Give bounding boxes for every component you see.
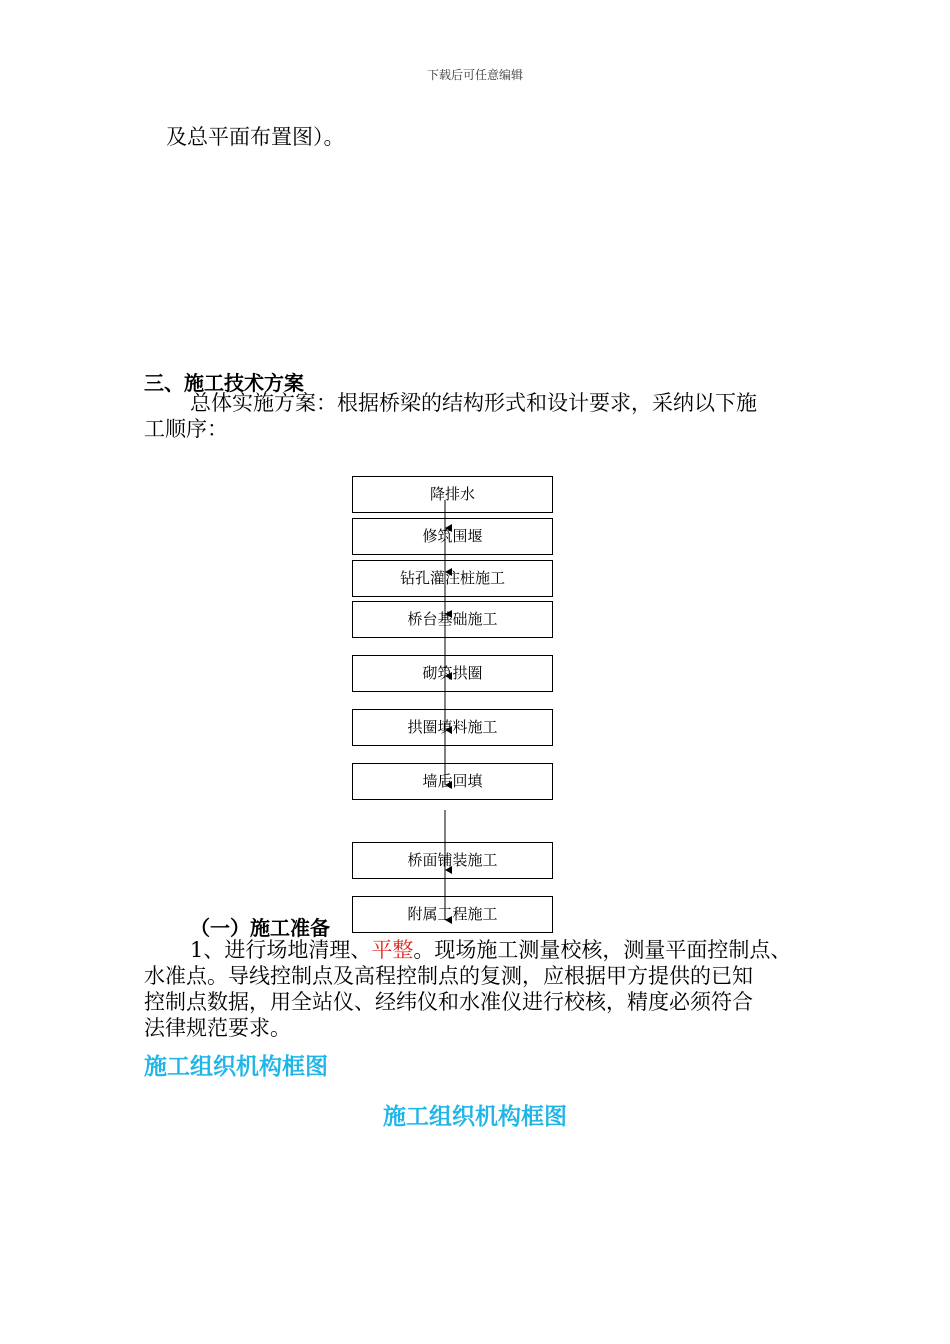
prep-paragraph-line-1 <box>190 937 791 963</box>
flow-step-8 <box>352 842 553 879</box>
flow-step-label: 修筑围堰 <box>422 527 483 545</box>
flow-step-2 <box>352 518 553 555</box>
org-chart-title: 施工组织机构框图 <box>383 1104 567 1130</box>
flow-step-label: 桥台基础施工 <box>407 610 498 628</box>
section-3-paragraph-line-2: 工顺序： <box>144 417 228 441</box>
flow-step-label: 桥面铺装施工 <box>407 851 498 869</box>
prep-subsection-title: （一）施工准备 <box>190 916 330 940</box>
prep-paragraph-line-3: 控制点数据，用全站仪、经纬仪和水准仪进行校核，精度必须符合 <box>144 990 753 1014</box>
flow-step-1 <box>352 476 553 513</box>
flow-step-label: 附属工程施工 <box>407 905 498 923</box>
intro-line: 及总平面布置图）。 <box>166 125 345 149</box>
section-3-paragraph-line-1: 总体实施方案：根据桥梁的结构形式和设计要求，采纳以下施 <box>190 391 757 415</box>
prep-paragraph-line-4: 法律规范要求。 <box>144 1016 291 1040</box>
flow-step-label: 钻孔灌注桩施工 <box>399 569 505 587</box>
flow-step-label: 墙后回填 <box>422 772 483 790</box>
org-chart-heading: 施工组织机构框图 <box>144 1054 328 1080</box>
prep-text-a: 1、进行场地清理、 <box>190 938 372 962</box>
prep-text-b: 。现场施工测量校核，测量平面控制点、 <box>413 938 792 962</box>
flow-step-3 <box>352 560 553 597</box>
flow-step-9 <box>352 896 553 933</box>
prep-highlight-text: 平整 <box>371 938 414 962</box>
flow-step-5 <box>352 655 553 692</box>
flow-step-6 <box>352 709 553 746</box>
section-3-title: 三、施工技术方案 <box>144 371 304 395</box>
flow-step-7 <box>352 763 553 800</box>
page-header-note: 下载后可任意编辑 <box>426 68 523 82</box>
flow-step-4 <box>352 601 553 638</box>
flow-step-label: 砌筑拱圈 <box>422 664 483 682</box>
prep-paragraph-line-2: 水准点。导线控制点及高程控制点的复测，应根据甲方提供的已知 <box>144 964 753 988</box>
flow-step-label: 拱圈填料施工 <box>407 718 498 736</box>
flow-step-label: 降排水 <box>429 485 475 503</box>
